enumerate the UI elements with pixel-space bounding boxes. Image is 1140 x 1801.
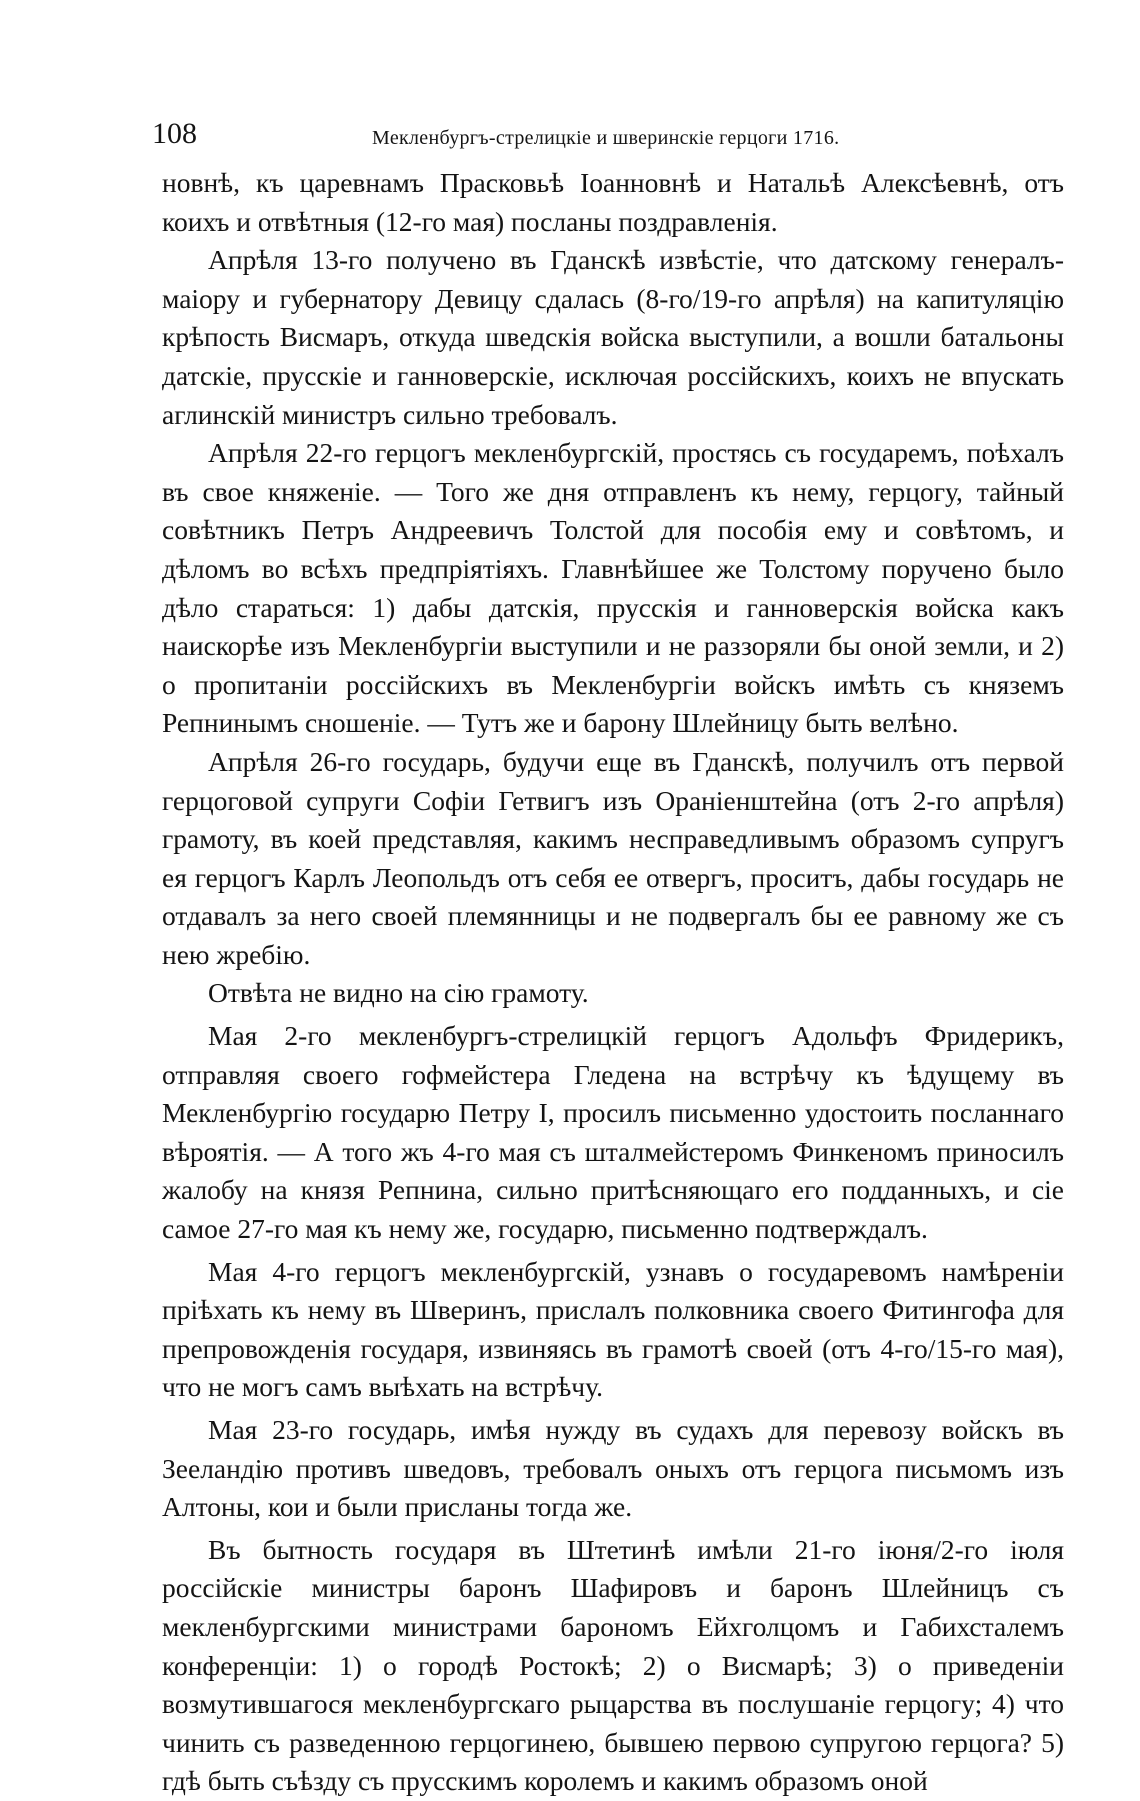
paragraph-3: Апрѣля 22-го герцогъ мекленбургскій, простясь съ государемъ, поѣхалъ въ свое княженіе. — Того же дня отправленъ къ нему, герцогу, тайный совѣтникъ Петръ Андреевичъ Толстой для пособія ему и совѣтомъ, и дѣломъ во всѣхъ предпріятіяхъ. Главнѣйшее же Толстому поручено было дѣло стараться: 1) дабы датскія, прусскія и ганноверскія войска какъ наискорѣе изъ Мекленбургіи выступили и не раззоряли бы оной земли, и 2) о пропитаніи россійскихъ въ Мекленбургіи войскъ имѣть съ княземъ Репнинымъ сношеніе. — Тутъ же и барону Шлейницу быть велѣно. (162, 437, 1064, 739)
paragraph-5: Отвѣта не видно на сію грамоту. (208, 977, 589, 1009)
text-body (162, 164, 1064, 1801)
paragraph-7: Мая 4-го герцогъ мекленбургскій, узнавъ о государевомъ намѣреніи пріѣхать къ нему въ Шверинъ, прислалъ полковника своего Фитингофа для препровожденія государя, извиняясь въ грамотѣ своей (отъ 4-го/15-го мая), что не могъ самъ выѣхать на встрѣчу. (162, 1255, 1064, 1403)
paragraph-9: Въ бытность государя въ Штетинѣ имѣли 21-го іюня/2-го іюля россійскіе министры баронъ Шафировъ и баронъ Шлейницъ съ мекленбургскими министрами барономъ Ейхголцомъ и Габихсталемъ конференціи: 1) о городѣ Ростокѣ; 2) о Висмарѣ; 3) о приведеніи возмутившагося мекленбургскаго рыцарства въ послушаніе герцогу; 4) что чинить съ разведенною герцогинею, бывшею первою супругою герцога? 5) гдѣ быть съѣзду съ прусскимъ королемъ и какимъ образомъ оной (162, 1533, 1064, 1797)
paragraph-1: новнѣ, къ царевнамъ Прасковьѣ Іоанновнѣ и Натальѣ Алексѣевнѣ, отъ коихъ и отвѣтныя (12-го мая) посланы поздравленія. (162, 167, 1064, 237)
paragraph-4: Апрѣля 26-го государь, будучи еще въ Гданскѣ, получилъ отъ первой герцоговой супруги Софіи Гетвигъ изъ Ораніенштейна (отъ 2-го апрѣля) грамоту, въ коей представляя, какимъ несправедливымъ образомъ супругъ ея герцогъ Карлъ Леопольдъ отъ себя ее отвергъ, проситъ, дабы государь не отдавалъ за него своей племянницы и не подвергалъ бы ее равному же съ нею жребію. (162, 745, 1064, 970)
page-header (152, 116, 1064, 156)
paragraph-6: Мая 2-го мекленбургъ-стрелицкій герцогъ Адольфъ Фридерикъ, отправляя своего гофмейстера Гледена на встрѣчу къ ѣдущему въ Мекленбургію государю Петру I, просилъ письменно удостоить посланнаго вѣроятія. — А того жъ 4-го мая съ шталмейстеромъ Финкеномъ приносилъ жалобу на князя Репнина, сильно притѣсняющаго его подданныхъ, и сіе самое 27-го мая къ нему же, государю, письменно подтверждалъ. (162, 1020, 1064, 1245)
running-title: Мекленбургъ-стрелицкіе и шверинскіе герцоги 1716. (372, 127, 840, 149)
page-number: 108 (152, 117, 197, 150)
paragraph-8: Мая 23-го государь, имѣя нужду въ судахъ для перевозу войскъ въ Зееландію противъ шведовъ, требовалъ оныхъ отъ герцога письмомъ изъ Алтоны, кои и были присланы тогда же. (162, 1414, 1064, 1523)
paragraph-2: Апрѣля 13-го получено въ Гданскѣ извѣстіе, что датскому генералъ-маіору и губернатору Девицу сдалась (8-го/19-го апрѣля) на капитуляцію крѣпость Висмаръ, откуда шведскія войска выступили, а вошли батальоны датскіе, прусскіе и ганноверскіе, исключая россійскихъ, коихъ не впускать аглинскій министръ сильно требовалъ. (162, 244, 1064, 430)
